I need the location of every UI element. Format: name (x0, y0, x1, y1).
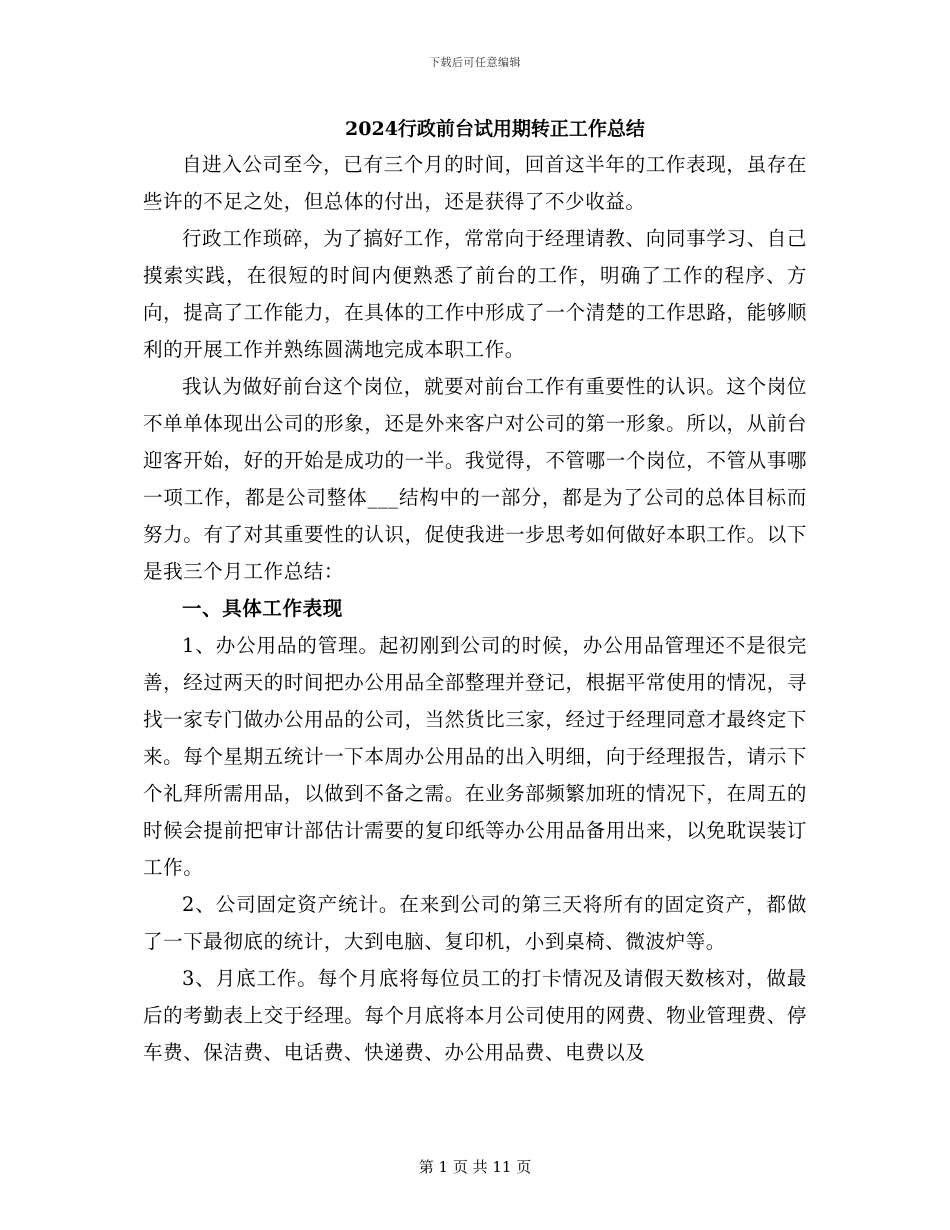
document-title: 2024行政前台试用期转正工作总结 (345, 118, 645, 140)
paragraph-office-supplies: 1、办公用品的管理。起初刚到公司的时候，办公用品管理还不是很完善，经过两天的时间把办公用品全部整理并登记，根据平常使用的情况，寻找一家专门做办公用品的公司，当然货比三家，经过于经理同意才最终定下来。每个星期五统计一下本周办公用品的出入明细，向于经理报告，请示下个礼拜所需用品，以做到不备之需。在业务部频繁加班的情况下，在周五的时候会提前把审计部估计需要的复印纸等办公用品备用出来，以免耽误装订工作。 (143, 634, 807, 879)
section-heading: 一、具体工作表现 (182, 597, 343, 620)
header-note: 下载后可任意编辑 (429, 56, 521, 69)
paragraph-front-desk-role: 我认为做好前台这个岗位，就要对前台工作有重要性的认识。这个岗位不单单体现出公司的形象，还是外来客户对公司的第一形象。所以，从前台迎客开始，好的开始是成功的一半。我觉得，不管哪一个岗位，不管从事哪一项工作，都是公司整体___结构中的一部分，都是为了公司的总体目标而努力。有了对其重要性的认识，促使我进一步思考如何做好本职工作。以下是我三个月工作总结： (143, 375, 807, 583)
document-body (143, 112, 807, 1071)
paragraph-month-end: 3、月底工作。每个月底将每位员工的打卡情况及请假天数核对，做最后的考勤表上交于经理。每个月底将本月公司使用的网费、物业管理费、停车费、保洁费、电话费、快递费、办公用品费、电费以及 (143, 967, 807, 1064)
paragraph-fixed-assets: 2、公司固定资产统计。在来到公司的第三天将所有的固定资产，都做了一下最彻底的统计，大到电脑、复印机，小到桌椅、微波炉等。 (143, 893, 807, 953)
page-footer: 第 1 页 共 11 页 (418, 1158, 532, 1176)
paragraph-intro: 自进入公司至今，已有三个月的时间，回首这半年的工作表现，虽存在些许的不足之处，但总体的付出，还是获得了不少收益。 (143, 153, 807, 213)
paragraph-admin-work: 行政工作琐碎，为了搞好工作，常常向于经理请教、向同事学习、自己摸索实践，在很短的时间内便熟悉了前台的工作，明确了工作的程序、方向，提高了工作能力，在具体的工作中形成了一个清楚的工作思路，能够顺利的开展工作并熟练圆满地完成本职工作。 (143, 227, 807, 361)
